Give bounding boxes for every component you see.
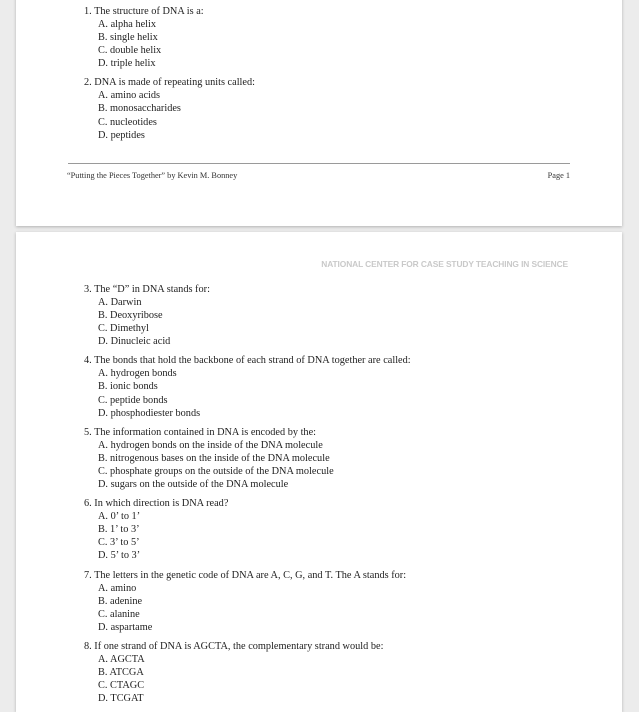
question-5 [84, 426, 411, 491]
question-text: 1. The structure of DNA is a: [84, 6, 204, 17]
question-text: 4. The bonds that hold the backbone of each strand of DNA together are called: [84, 355, 411, 367]
answer-option: A. hydrogen bonds [98, 368, 177, 380]
question-8 [84, 640, 411, 705]
document-page-2 [16, 232, 622, 712]
answer-option: A. 0’ to 1’ [98, 511, 141, 523]
answer-option: B. adenine [98, 595, 143, 607]
answer-option: D. sugars on the outside of the DNA molecule [98, 479, 289, 491]
question-2 [84, 76, 255, 141]
answer-option: B. ATCGA [98, 666, 144, 678]
organization-header: NATIONAL CENTER FOR CASE STUDY TEACHING IN SCIENCE [321, 259, 568, 269]
footer-citation: “Putting the Pieces Together” by Kevin M. Bonney [67, 171, 238, 180]
answer-option: A. alpha helix [98, 19, 157, 30]
question-text: 5. The information contained in DNA is encoded by the: [84, 426, 317, 438]
answer-option: D. triple helix [98, 58, 156, 70]
answer-option: D. peptides [98, 129, 145, 141]
question-list-page-2 [84, 283, 411, 711]
footer-divider [68, 163, 570, 164]
answer-option: D. aspartame [98, 621, 153, 633]
answer-option: B. single helix [98, 32, 158, 44]
answer-option: C. nucleotides [98, 116, 157, 128]
question-1 [84, 5, 255, 70]
answer-option: C. Dimethyl [98, 323, 149, 335]
answer-option: C. CTAGC [98, 680, 145, 692]
question-7 [84, 569, 411, 634]
answer-option: A. hydrogen bonds on the inside of the DNA molecule [98, 439, 323, 451]
answer-option: C. double helix [98, 45, 162, 57]
answer-option: A. Darwin [98, 297, 142, 308]
answer-option: D. TCGAT [98, 693, 144, 705]
answer-option: A. amino acids [98, 90, 161, 102]
answer-option: D. phosphodiester bonds [98, 407, 201, 419]
answer-option: B. ionic bonds [98, 381, 158, 393]
answer-option: A. AGCTA [98, 653, 145, 665]
question-6 [84, 497, 411, 562]
question-3 [84, 283, 411, 348]
answer-option: D. Dinucleic acid [98, 336, 171, 348]
question-text: 2. DNA is made of repeating units called: [84, 77, 255, 89]
answer-option: B. 1’ to 3’ [98, 524, 140, 536]
answer-option: C. alanine [98, 608, 140, 620]
answer-option: D. 5’ to 3’ [98, 550, 141, 562]
question-text: 8. If one strand of DNA is AGCTA, the complementary strand would be: [84, 640, 384, 652]
question-text: 7. The letters in the genetic code of DNA are A, C, G, and T. The A stands for: [84, 569, 407, 581]
answer-option: B. nitrogenous bases on the inside of the DNA molecule [98, 452, 330, 464]
answer-option: B. monosaccharides [98, 103, 181, 115]
question-list-page-1 [84, 5, 255, 148]
answer-option: C. phosphate groups on the outside of the DNA molecule [98, 465, 334, 477]
answer-option: B. Deoxyribose [98, 310, 163, 322]
question-4 [84, 354, 411, 419]
answer-option: C. peptide bonds [98, 394, 168, 406]
answer-option: A. amino [98, 582, 137, 594]
page-number: Page 1 [547, 171, 570, 180]
question-text: 6. In which direction is DNA read? [84, 498, 229, 510]
answer-option: C. 3’ to 5’ [98, 537, 140, 549]
document-page-1 [16, 0, 622, 226]
question-text: 3. The “D” in DNA stands for: [84, 284, 210, 295]
